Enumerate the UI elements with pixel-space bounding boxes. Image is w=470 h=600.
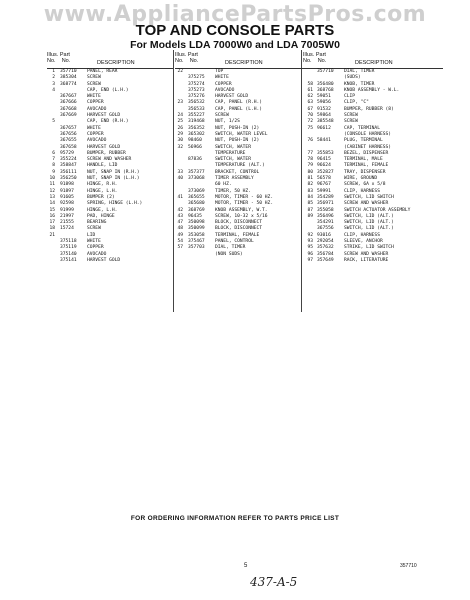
part-number: 96612 xyxy=(317,125,331,131)
illus-number: 16 xyxy=(49,213,55,219)
part-number: 368774 xyxy=(60,81,77,87)
part-description: HARVEST GOLD xyxy=(87,257,121,263)
part-description: WHITE xyxy=(87,94,101,100)
part-number: 385548 xyxy=(317,119,334,125)
part-description: SCREW, 6A x 5/8 xyxy=(344,182,386,188)
illus-number: 70 xyxy=(307,113,313,119)
part-number: 375119 xyxy=(60,245,77,251)
part-number: 357710 xyxy=(60,69,77,74)
part-number: 356532 xyxy=(188,100,205,106)
illus-number: 23 xyxy=(177,100,183,106)
part-description: CLIP, "C" xyxy=(344,100,369,106)
illus-number: 25 xyxy=(177,119,183,125)
part-description: SWITCH, WATER xyxy=(215,144,251,150)
part-description: MOTOR, TIMER - 60 HZ. xyxy=(215,194,274,200)
part-number: 357710 xyxy=(317,69,334,74)
part-description: AVOCADO xyxy=(87,138,107,144)
part-number: 373069 xyxy=(188,188,205,194)
part-number: 356533 xyxy=(188,106,205,112)
part-description: TEMPERATURE (ALT.) xyxy=(215,163,265,169)
part-number: 375118 xyxy=(60,239,77,245)
part-number: 356784 xyxy=(317,251,334,257)
header-illus: Illus. xyxy=(303,52,315,58)
illus-number: 48 xyxy=(177,226,183,232)
part-number: 59864 xyxy=(317,113,331,119)
part-number: 353058 xyxy=(188,232,205,238)
illus-number: 97 xyxy=(307,257,313,263)
header-no xyxy=(303,58,326,64)
parts-column-3 xyxy=(303,50,443,264)
illus-number: 8 xyxy=(52,163,55,169)
part-description: TIMER ASSEMBLY xyxy=(215,176,254,182)
part-description: PAD, HINGE xyxy=(87,213,115,219)
illus-number: 24 xyxy=(177,113,183,119)
part-number: 356480 xyxy=(317,81,334,87)
header-illus: Illus. xyxy=(175,52,187,58)
column-header xyxy=(175,50,303,69)
illus-number: 11 xyxy=(49,182,55,188)
illus-number: 13 xyxy=(49,194,55,200)
illus-number: 30 xyxy=(177,138,183,144)
part-number: 59056 xyxy=(317,100,331,106)
illus-number: 92 xyxy=(307,232,313,238)
part-number: 367656 xyxy=(60,131,77,137)
illus-number: 81 xyxy=(307,176,313,182)
part-number: 355224 xyxy=(60,157,77,163)
part-description: TOP xyxy=(215,69,224,74)
part-description: WHITE xyxy=(215,75,229,81)
part-description: NUT, 1/2S xyxy=(215,119,240,125)
part-number: 91605 xyxy=(60,194,74,200)
part-number: 365655 xyxy=(188,194,205,200)
part-description: COPPER xyxy=(87,245,104,251)
part-number: 357703 xyxy=(188,245,205,251)
part-number: 21997 xyxy=(60,213,74,219)
illus-number: 15 xyxy=(49,207,55,213)
illus-number: 47 xyxy=(177,220,183,226)
illus-number: 9 xyxy=(52,169,55,175)
part-description: BLOCK, DISCONNECT xyxy=(215,226,263,232)
part-description: SPRING, HINGE (L.H.) xyxy=(87,201,143,207)
part-number: 354289 xyxy=(317,194,334,200)
header-no xyxy=(175,58,198,64)
part-number: 356111 xyxy=(60,169,77,175)
part-description: HANDLE, LID xyxy=(87,163,118,169)
illus-number: 49 xyxy=(177,232,183,238)
parts-list xyxy=(175,69,303,258)
header-no-illus: No. xyxy=(303,58,312,64)
part-description: BUMPER, RUBBER (8) xyxy=(344,106,394,112)
part-number: 367667 xyxy=(60,94,77,100)
illus-number: 43 xyxy=(177,213,183,219)
column-header xyxy=(303,50,443,69)
part-description: SCREW AND WASHER xyxy=(344,251,389,257)
illus-number: 75 xyxy=(307,125,313,131)
illus-number: 96 xyxy=(307,251,313,257)
part-description: TRAY, DISPENSER xyxy=(344,169,386,175)
illus-number: 89 xyxy=(307,213,313,219)
part-description: SCREW xyxy=(215,113,229,119)
part-description: COPPER xyxy=(87,100,104,106)
part-number: 375273 xyxy=(188,87,205,93)
parts-row xyxy=(303,258,443,264)
part-number: 375141 xyxy=(60,257,77,263)
illus-number: 93 xyxy=(307,239,313,245)
part-number: 352827 xyxy=(317,169,334,175)
illus-number: 7 xyxy=(52,157,55,163)
illus-number: 84 xyxy=(307,194,313,200)
illus-number: 58 xyxy=(307,81,313,87)
part-description: SCREW xyxy=(344,119,358,125)
part-number: 367669 xyxy=(60,113,77,119)
part-number: 368768 xyxy=(317,87,334,93)
part-description: COPPER xyxy=(87,131,104,137)
part-description: SCREW xyxy=(87,81,101,87)
header-no xyxy=(47,58,70,64)
part-number: 95729 xyxy=(60,150,74,156)
part-number: 367655 xyxy=(60,138,77,144)
part-description: CAP, PANEL (R.H.) xyxy=(215,100,263,106)
part-description: STRIKE, LID SWITCH xyxy=(344,245,394,251)
part-number: 367658 xyxy=(60,144,77,150)
watermark: www.AppliancePartsPros.com xyxy=(43,2,427,27)
part-description: HARVEST GOLD xyxy=(215,94,249,100)
part-number: 93016 xyxy=(317,232,331,238)
illus-number: 85 xyxy=(307,201,313,207)
header-no-part: No. xyxy=(61,58,71,64)
illus-number: 67 xyxy=(307,106,313,112)
parts-column-2 xyxy=(175,50,303,258)
parts-list xyxy=(303,69,443,264)
part-description: WHITE xyxy=(87,125,101,131)
part-description: CAP, END (L.H.) xyxy=(87,87,129,93)
part-number: 356352 xyxy=(188,125,205,131)
header-description: DESCRIPTION xyxy=(97,60,135,66)
part-number: 91532 xyxy=(317,106,331,112)
part-description: WHITE xyxy=(87,239,101,245)
part-number: 355058 xyxy=(317,207,334,213)
part-description: AVOCADO xyxy=(87,106,107,112)
illus-number: 54 xyxy=(177,239,183,245)
part-description: HARVEST GOLD xyxy=(87,113,121,119)
part-description: SWITCH, LID (ALT.) xyxy=(344,226,394,232)
header-part: Part xyxy=(187,52,198,58)
part-description: CLIP xyxy=(344,94,356,100)
illus-number: 87 xyxy=(307,207,313,213)
part-number: 375140 xyxy=(60,251,77,257)
part-description: KNOB, TIMER xyxy=(344,81,375,87)
illus-number: 78 xyxy=(307,157,313,163)
part-number: 292054 xyxy=(317,239,334,245)
illus-number: 10 xyxy=(49,176,55,182)
illus-number: 79 xyxy=(307,163,313,169)
part-description: SLEEVE, ANCHOR xyxy=(344,239,383,245)
part-description: DIAL, TIMER xyxy=(344,69,375,74)
illus-number: 1 xyxy=(52,69,55,74)
part-number: 367666 xyxy=(60,100,77,106)
illus-number: 17 xyxy=(49,220,55,226)
part-description: KNOB ASSEMBLY - W.L. xyxy=(344,87,400,93)
part-number: 365680 xyxy=(188,201,205,207)
illus-number: 14 xyxy=(49,201,55,207)
part-number: 358847 xyxy=(60,163,77,169)
part-number: 356971 xyxy=(317,201,334,207)
part-description: TERMINAL, FEMALE xyxy=(215,232,260,238)
part-description: TERMINAL, FEMALE xyxy=(344,163,389,169)
illus-number: 83 xyxy=(307,188,313,194)
part-description: CAP, END (R.H.) xyxy=(87,119,129,125)
illus-number: 32 xyxy=(177,144,183,150)
part-description: CAP, PANEL (L.H.) xyxy=(215,106,263,112)
illus-number: 61 xyxy=(307,87,313,93)
part-description: SCREW AND WASHER xyxy=(344,201,389,207)
part-description: SWITCH ACTUATOR ASSEMBLY xyxy=(344,207,411,213)
part-description: MOTOR, TIMER - 50 HZ. xyxy=(215,201,274,207)
part-description: SCREW xyxy=(87,75,101,81)
part-description: RACK, LITERATURE xyxy=(344,257,389,263)
illus-number: 76 xyxy=(307,138,313,144)
part-description: NUT, SNAP IN (R.H.) xyxy=(87,169,140,175)
part-number: 367668 xyxy=(60,106,77,112)
illus-number: 2 xyxy=(52,75,55,81)
part-number: 385304 xyxy=(60,75,77,81)
header-description: DESCRIPTION xyxy=(355,60,393,66)
part-number: 96435 xyxy=(188,213,202,219)
part-number: 96624 xyxy=(317,163,331,169)
illus-number: 33 xyxy=(177,169,183,175)
part-number: 96415 xyxy=(317,157,331,163)
part-description: (SUDS) xyxy=(344,75,361,81)
part-number: 87836 xyxy=(188,157,202,163)
part-description: AVOCADO xyxy=(215,87,235,93)
illus-number: 5 xyxy=(52,119,55,125)
illus-number: 82 xyxy=(307,182,313,188)
part-number: 350098 xyxy=(188,220,205,226)
part-number: 92598 xyxy=(60,201,74,207)
part-description: NUT, PUSH-IN (2) xyxy=(215,138,260,144)
part-description: SCREW, 10-32 x 5/16 xyxy=(215,213,268,219)
part-description: BUMPER, RUBBER xyxy=(87,150,126,156)
part-number: 368769 xyxy=(188,207,205,213)
part-number: 354291 xyxy=(317,220,334,226)
header-description: DESCRIPTION xyxy=(225,60,263,66)
part-description: COPPER xyxy=(215,81,232,87)
part-description: (CABINET HARNESS) xyxy=(344,144,392,150)
illus-number: 80 xyxy=(307,169,313,175)
illus-number: 63 xyxy=(307,100,313,106)
part-number: 355227 xyxy=(188,113,205,119)
part-number: 56578 xyxy=(317,176,331,182)
part-description: CLIP, HARNESS xyxy=(344,232,380,238)
part-description: SWITCH, WATER xyxy=(215,157,251,163)
part-description: WIRE, GROUND xyxy=(344,176,378,182)
illus-number: 41 xyxy=(177,194,183,200)
parts-column-1 xyxy=(47,50,173,264)
part-description: HINGE, L.H. xyxy=(87,207,118,213)
part-description: TIMER, 50 HZ. xyxy=(215,188,251,194)
illus-number: 95 xyxy=(307,245,313,251)
part-description: HINGE, L.H. xyxy=(87,188,118,194)
part-description: BLOCK, DISCONNECT xyxy=(215,220,263,226)
part-description: HARVEST GOLD xyxy=(87,144,121,150)
part-description: KNOB ASSEMBLY, W.T. xyxy=(215,207,268,213)
illus-number: 29 xyxy=(177,131,183,137)
part-description: SCREW xyxy=(87,226,101,232)
header-no-part: No. xyxy=(189,58,199,64)
parts-list xyxy=(47,69,173,264)
part-number: 375276 xyxy=(188,94,205,100)
part-description: PANEL, REAR xyxy=(87,69,118,74)
part-description: LID xyxy=(87,232,96,238)
part-description: SWITCH, LID (ALT.) xyxy=(344,213,394,219)
part-number: 357649 xyxy=(317,257,334,263)
part-number: 357377 xyxy=(188,169,205,175)
part-number: 59051 xyxy=(317,94,331,100)
part-number: 96767 xyxy=(317,182,331,188)
illus-number: 62 xyxy=(307,94,313,100)
part-description: TERMINAL, MALE xyxy=(344,157,383,163)
part-description: AVOCADO xyxy=(87,251,107,257)
part-description: DIAL, TIMER xyxy=(215,245,246,251)
part-description: SCREW xyxy=(344,113,358,119)
illus-number: 6 xyxy=(52,150,55,156)
part-number: 91999 xyxy=(60,207,74,213)
part-description: PLUG, TERMINAL xyxy=(344,138,383,144)
part-number: 365302 xyxy=(188,131,205,137)
part-number: 21555 xyxy=(60,220,74,226)
part-description: SWITCH, LID SWITCH xyxy=(344,194,394,200)
part-description: CLIP, HARNESS xyxy=(344,188,380,194)
illus-number: 4 xyxy=(52,87,55,93)
part-number: 98460 xyxy=(188,138,202,144)
parts-row xyxy=(175,252,303,258)
illus-number: 21 xyxy=(49,232,55,238)
illus-number: 22 xyxy=(177,69,183,74)
part-number: 319468 xyxy=(188,119,205,125)
illus-number: 3 xyxy=(52,81,55,87)
part-description: SWITCH, LID (ALT.) xyxy=(344,220,394,226)
part-description: (NON SUDS) xyxy=(215,251,243,257)
part-number: 58441 xyxy=(317,138,331,144)
part-description: SCREW AND WASHER xyxy=(87,157,132,163)
part-description: PANEL, CONTROL xyxy=(215,239,254,245)
part-number: 356496 xyxy=(317,213,334,219)
part-number: 375275 xyxy=(188,75,205,81)
part-description: HINGE, R.H. xyxy=(87,182,118,188)
parts-row xyxy=(47,258,173,264)
illus-number: 57 xyxy=(177,245,183,251)
part-number: 91897 xyxy=(60,188,74,194)
ordering-note: FOR ORDERING INFORMATION REFER TO PARTS PRICE LIST xyxy=(130,515,340,522)
page-subtitle: For Models LDA 7000W0 and LDA 7005W0 xyxy=(130,39,340,51)
part-description: BEARING xyxy=(87,220,107,226)
part-number: 56966 xyxy=(188,144,202,150)
part-description: SWITCH, WATER LEVEL xyxy=(215,131,268,137)
part-description: 60 HZ. xyxy=(215,182,232,188)
header-no-illus: No. xyxy=(47,58,56,64)
part-description: BRACKET, CONTROL xyxy=(215,169,260,175)
header-part: Part xyxy=(59,52,70,58)
part-number: 356250 xyxy=(60,176,77,182)
header-no-illus: No. xyxy=(175,58,184,64)
part-number: 367556 xyxy=(317,226,334,232)
illus-number: 42 xyxy=(177,207,183,213)
illus-number: 40 xyxy=(177,176,183,182)
illus-number: 12 xyxy=(49,188,55,194)
part-number: 375274 xyxy=(188,81,205,87)
part-description: BUMPER (2) xyxy=(87,194,115,200)
illus-number: 18 xyxy=(49,226,55,232)
column-divider xyxy=(173,50,174,312)
part-description: BEZEL, DISPENSER xyxy=(344,150,389,156)
part-description: NUT, SNAP IN (L.H.) xyxy=(87,176,140,182)
part-number: 91898 xyxy=(60,182,74,188)
document-code: 357710 xyxy=(400,563,417,569)
header-part: Part xyxy=(315,52,326,58)
part-number: 355853 xyxy=(317,150,334,156)
part-number: 375467 xyxy=(188,239,205,245)
part-number: 15724 xyxy=(60,226,74,232)
part-number: 59991 xyxy=(317,188,331,194)
illus-number: 77 xyxy=(307,150,313,156)
illus-number: 26 xyxy=(177,125,183,131)
part-description: TEMPERATURE xyxy=(215,150,246,156)
part-number: 373068 xyxy=(188,176,205,182)
part-number: 367657 xyxy=(60,125,77,131)
header-no-part: No. xyxy=(317,58,327,64)
part-number: 350099 xyxy=(188,226,205,232)
illus-number: 72 xyxy=(307,119,313,125)
page-title: TOP AND CONSOLE PARTS xyxy=(135,22,335,39)
part-description: (CONSOLE HARNESS) xyxy=(344,131,392,137)
column-header xyxy=(47,50,173,69)
handwritten-note: 437-A-5 xyxy=(250,575,298,589)
part-description: NUT, PUSH-IN (2) xyxy=(215,125,260,131)
part-number: 357632 xyxy=(317,245,334,251)
header-illus: Illus. xyxy=(47,52,59,58)
part-description: CAP, TERMINAL xyxy=(344,125,380,131)
page-number: 5 xyxy=(244,563,248,569)
